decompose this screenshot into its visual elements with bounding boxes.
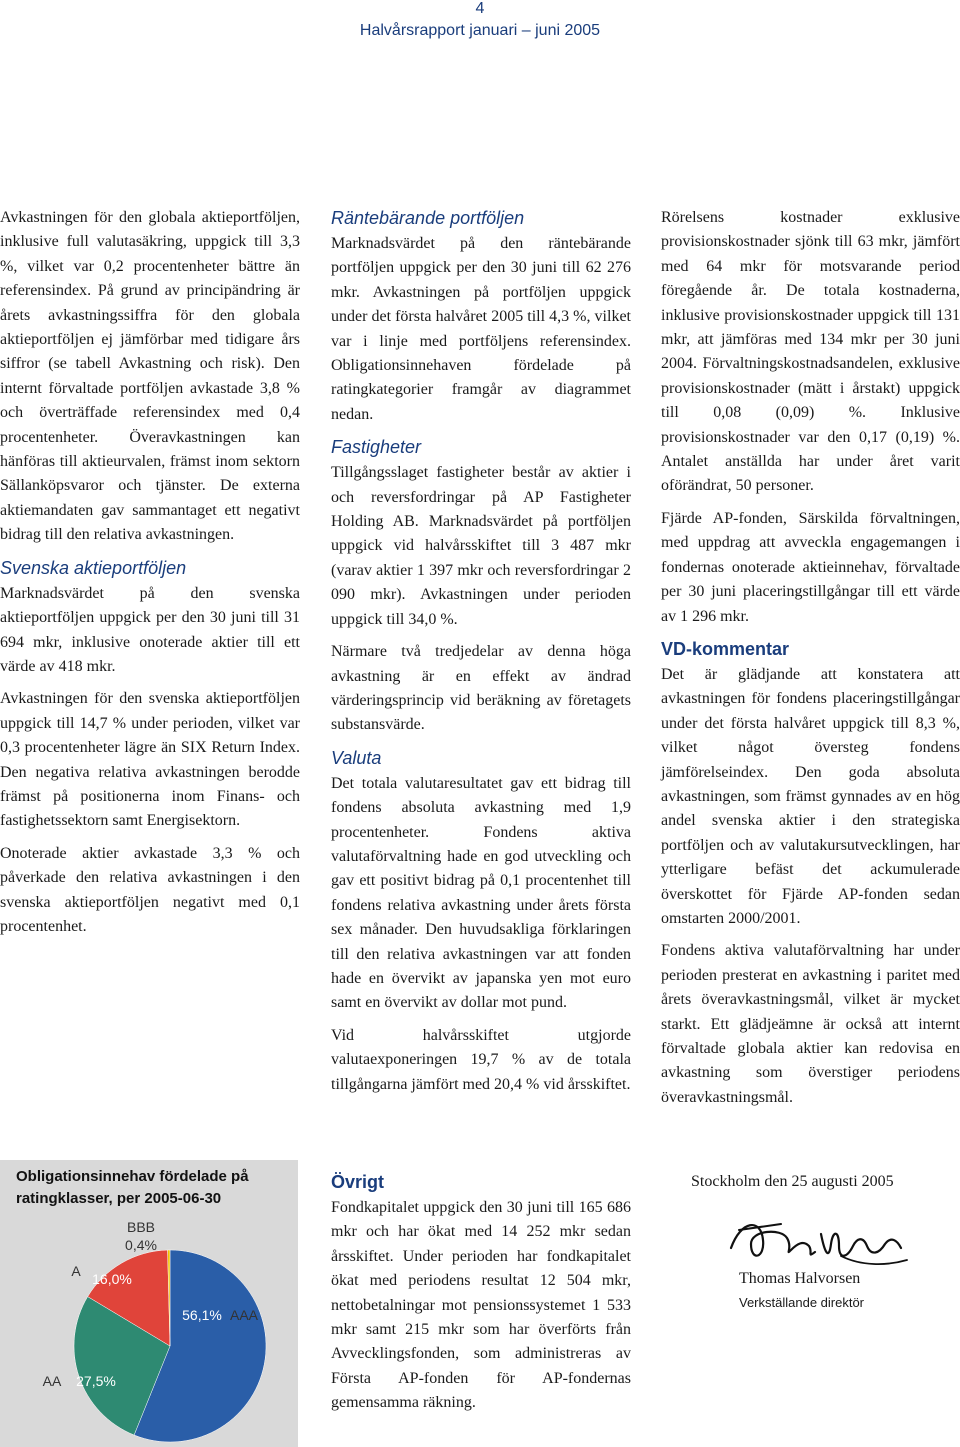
paragraph-onoterade: Onoterade aktier avkastade 3,3 % och påverkade den relativa avkastningen i den svenska aktieportföljen negativt med 0,1 procentenhet.: [0, 844, 300, 935]
heading-fastigheter: Fastigheter: [331, 437, 422, 458]
slice-category-label-bbb: BBB: [126, 1219, 156, 1235]
pie-chart-svg: [0, 1160, 298, 1447]
heading-valuta: Valuta: [331, 747, 382, 768]
heading-svenska-aktieportfoljen: Svenska aktieportföljen: [0, 557, 187, 578]
slice-category-label-aaa: AAA: [229, 1307, 259, 1323]
paragraph-svenska-avkastning: Avkastningen för den svenska aktieportföljen uppgick till 14,7 % under perioden, vilket var 0,3 procentenheter lägre än SIX Return Index. Den negativa relativa avkastningen berodde främst på positionerna inom Finans- och fastighetssektorn samt Energisektorn.: [0, 690, 300, 830]
chart-title: Obligationsinnehav fördelade på ratingklasser, per 2005-06-30: [16, 1168, 249, 1207]
signature-title: Verkställande direktör: [739, 1295, 865, 1310]
slice-value-label-aa: 27,5%: [76, 1373, 116, 1389]
column-3: [661, 206, 960, 1118]
paragraph-svenska-marknadsvarde: Marknadsvärdet på den svenska aktieportföljen uppgick per den 30 juni till 31 694 mkr, inklusive onoterade aktier till ett värde av 418 mkr.: [0, 584, 300, 675]
paragraph-valuta-1: Det totala valutaresultatet gav ett bidrag till fondens absoluta avkastning med 1,9 procentenheter. Fondens aktiva valutaförvaltning hade en god utveckling och gav ett positivt bidrag på 0,1 procentenhet till fondens relativa avkastning under årets första sex månader. Den huvudsakliga förklaringen till den relativa avkastningen var att fonden hade en övervikt av japanska yen mot euro samt en övervikt av dollar mot pund.: [331, 774, 631, 1012]
paragraph-vd-1: Det är glädjande att konstatera att avkastningen för fondens placeringstillgångar under det första halvåret uppgick till 8,3 %, vilket något översteg fondens jämförelseindex. Den goda absoluta avkastningen, som främst gynnades av en hög andel svenska aktier i den strategiska portföljen och av valutakursutvecklingen, har ytterligare befäst det ackumulerade överskottet för Fjärde AP-fonden sedan omstarten 2000/2001.: [661, 665, 960, 927]
paragraph-valuta-2: Vid halvårsskiftet utgjorde valutaexponeringen 19,7 % av de totala tillgångarna jämfört med 20,4 % vid årsskiftet.: [331, 1026, 631, 1093]
signature-name: Thomas Halvorsen: [739, 1270, 861, 1287]
paragraph-ovrigt: Fondkapitalet uppgick den 30 juni till 165 686 mkr och har ökat med 14 252 mkr sedan årsskiftet. Under perioden har fondkapitalet ökat med periodens resultat 12 504 mkr, nettobetalningar mot pensionssystemet 1 533 mkr samt 215 mkr som har överförts från Avvecklingsfonden, som administreras av Första AP-fonden för AP-fondernas gemensamma räkning.: [331, 1199, 631, 1412]
paragraph-rantebarande: Marknadsvärdet på den räntebärande portföljen uppgick per den 30 juni till 62 276 mkr. Avkastningen på portföljen uppgick under det första halvåret 2005 till 4,3 %, vilket var i linje med portföljens referensindex. Obligationsinnehaven fördelade på ratingkategorier framgår av diagrammet nedan.: [331, 235, 631, 423]
paragraph-vd-2: Fondens aktiva valutaförvaltning har under perioden presterat en avkastning i paritet med årets överavkastningsmål, vilket är mycket starkt. Ett glädjeämne är också att internt förvaltade globala aktier kan redovisa en avkastning som överstiger periodens överavkastningsmål.: [661, 942, 960, 1106]
slice-value-label-a: 16,0%: [92, 1271, 132, 1287]
paragraph-kostnader: Rörelsens kostnader exklusive provisionskostnader sjönk till 63 mkr, jämfört med 64 mkr för motsvarande period föregående år. De totala kostnaderna, inklusive provisionskostnader uppgick till 131 mkr, att jämföras med 134 mkr per 30 juni 2004. Förvaltningskostnadsandelen, exklusive provisionskostnader (mätt i årstakt) uppgick till 0,08 (0,09) %. Inklusive provisionskostnader var den 0,17 (0,19) %. Antalet anställda har under året varit oförändrat, 50 personer.: [661, 209, 960, 495]
signature-block: [661, 1170, 960, 1320]
slice-value-label-aaa: 56,1%: [182, 1307, 222, 1323]
column-1: [0, 206, 300, 947]
column-2: [331, 206, 631, 1105]
heading-ovrigt: Övrigt: [331, 1172, 385, 1192]
slice-category-label-aa: AA: [42, 1373, 62, 1389]
paragraph-global-equity: Avkastningen för den globala aktieportföljen, inklusive full valutasäkring, uppgick till 3,3 %, vilket var 0,2 procentenheter bättre än referensindex. På grund av principändring är årets avkastningssiffra för den globala aktieportföljen ej jämförbar med tidigare års siffror (se tabell Avkastning och risk). Den internt förvaltade portföljen avkastade 3,8 % och överträffade referensindex med 0,4 procentenheter. Överavkastningen kan hänföras till aktieurvalen, främst inom sektorn Sällanköpsvaror och tjänster. De externa aktiemandaten gav sammantaget ett negativt bidrag till den relativa avkastningen.: [0, 209, 300, 544]
heading-vd-kommentar: VD-kommentar: [661, 638, 790, 659]
heading-rantebarande: Räntebärande portföljen: [331, 208, 525, 228]
page-number: 4: [475, 0, 485, 17]
slice-category-label-a: A: [71, 1263, 81, 1279]
signature-date: Stockholm den 25 augusti 2005: [691, 1173, 894, 1190]
rating-pie-chart: [0, 1160, 298, 1447]
paragraph-sarskilda: Fjärde AP-fonden, Särskilda förvaltningen, med uppdrag att avveckla engagemangen i fondernas onoterade aktieinnehav, förvaltade per 30 juni placeringstillgångar till ett värde av 1 296 mkr.: [661, 509, 960, 625]
paragraph-fastigheter-2: Närmare två tredjedelar av denna höga avkastning är en effekt av ändrad värderingsprincip vid beräkning av företagets substansvärde.: [331, 643, 631, 734]
column-2-lower: [331, 1170, 631, 1424]
slice-value-label-bbb: 0,4%: [125, 1237, 157, 1253]
paragraph-fastigheter-1: Tillgångsslaget fastigheter består av aktier i och reversfordringar på AP Fastigheter Holding AB. Marknadsvärdet på portföljen uppgick vid halvårsskiftet till 3 487 mkr (varav aktier 1 397 mkr och reversfordringar 2 090 mkr). Avkastningen under perioden uppgick till 34,0 %.: [331, 464, 631, 628]
running-head: Halvårsrapport januari – juni 2005: [359, 22, 601, 39]
